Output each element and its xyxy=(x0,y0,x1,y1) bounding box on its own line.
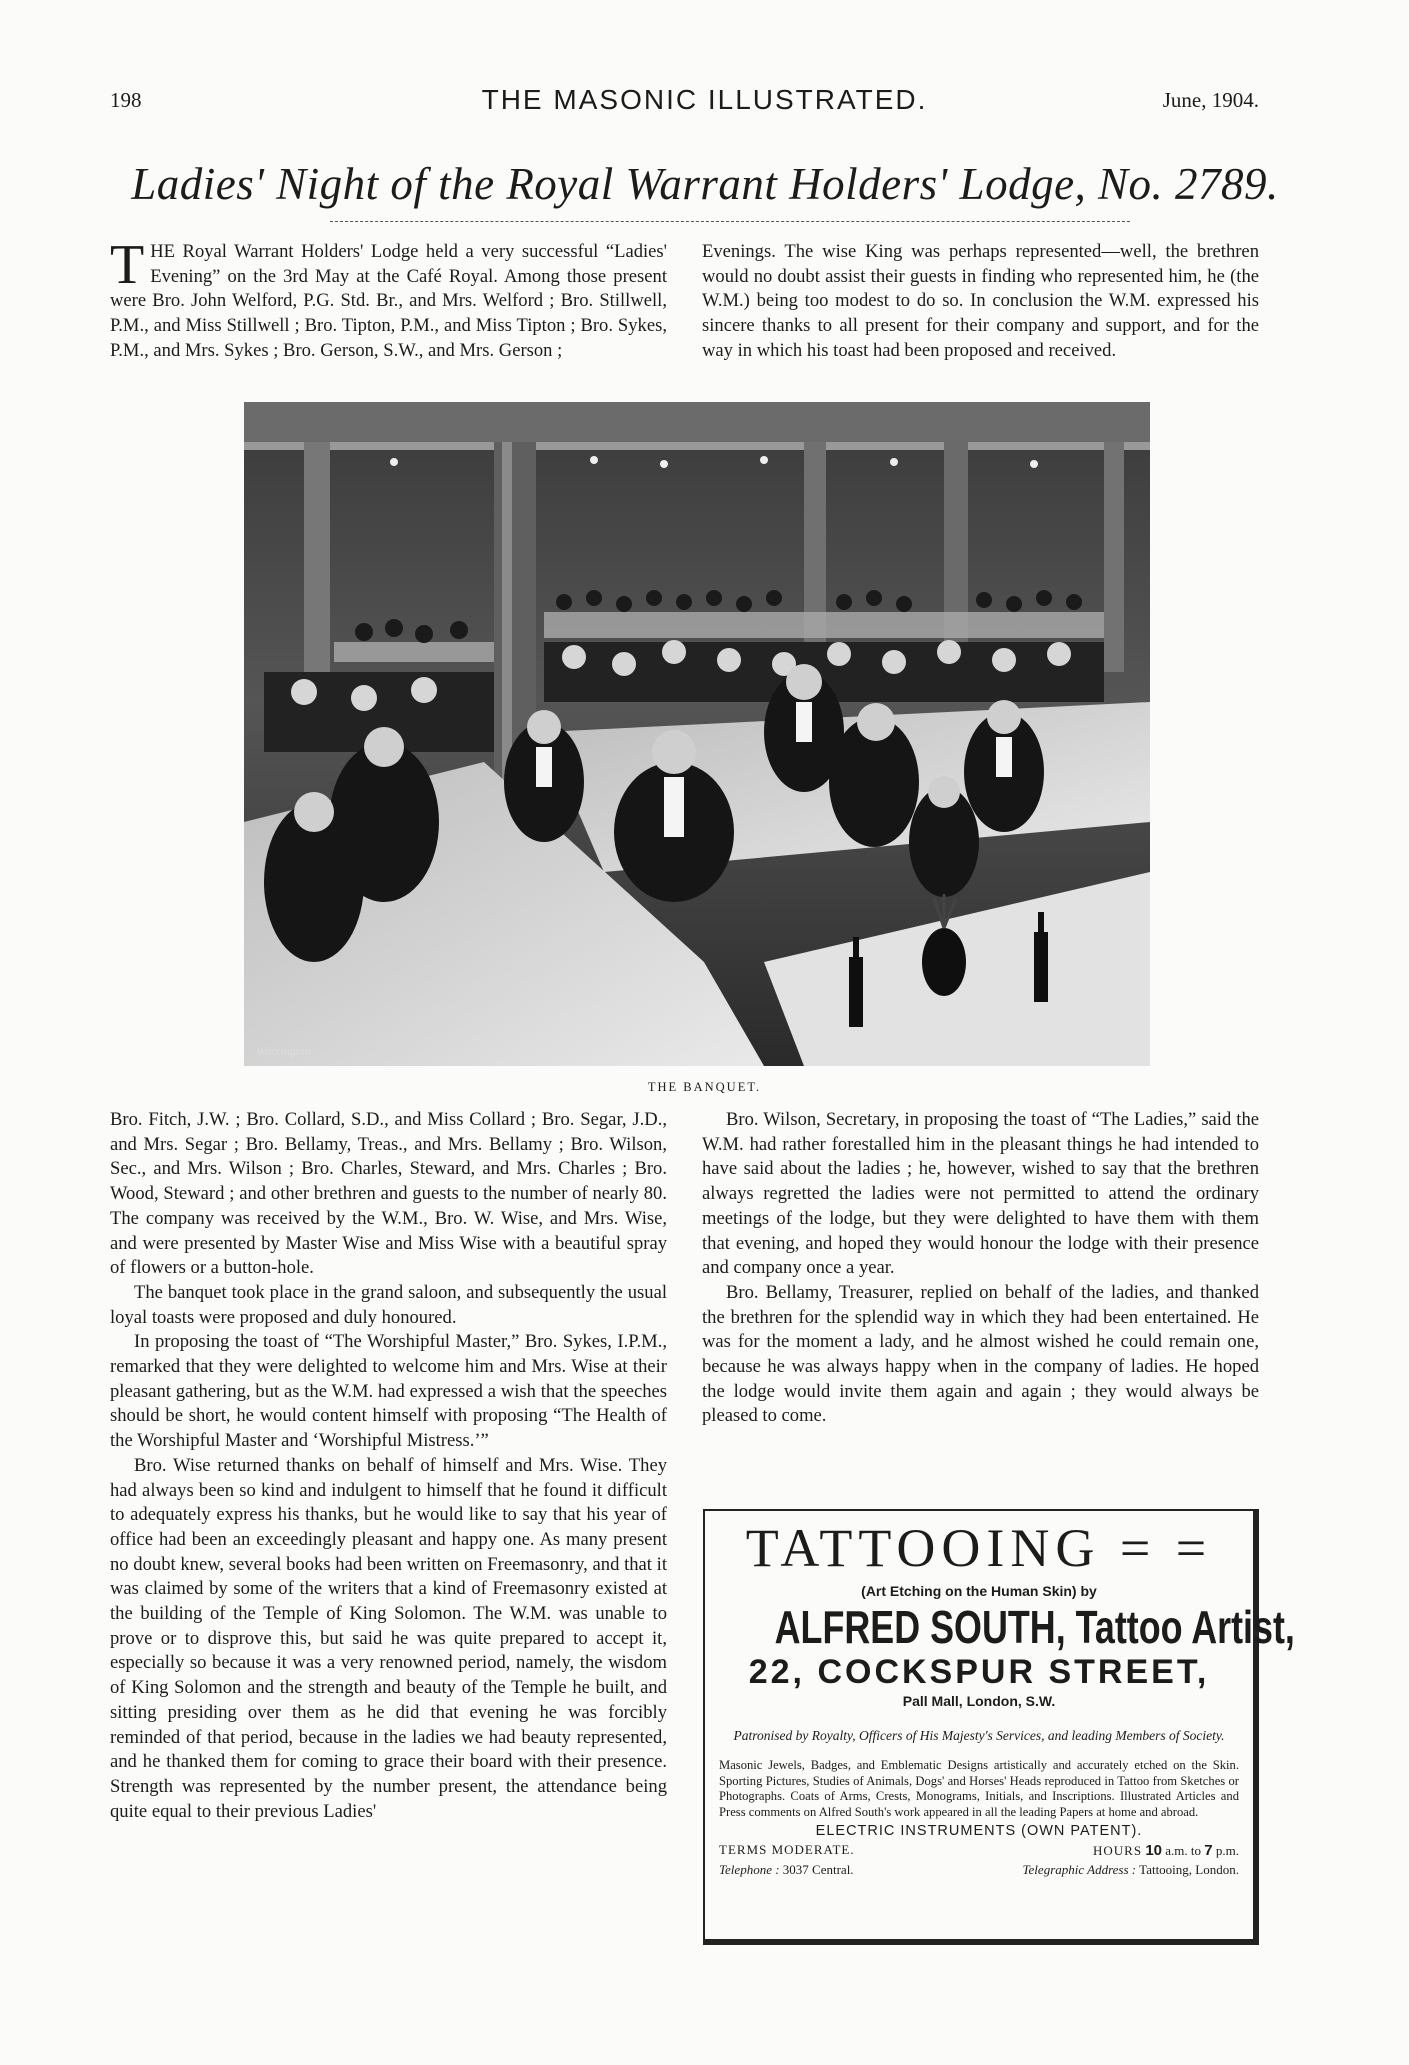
banquet-photograph xyxy=(244,402,1150,1066)
paragraph: In proposing the toast of “The Worshipful Master,” Bro. Sykes, I.P.M., remarked that they were delighted to welcome him and Mrs. Wise at their pleasant gathering, but as the W.M. had expressed a wish that the speeches should be short, he would content himself with proposing “The Health of the Worshipful Master and ‘Worshipful Mistress.’” xyxy=(110,1331,667,1452)
advert-telephone: Telephone : 3037 Central. xyxy=(719,1862,854,1878)
advert-title: TATTOOING = = xyxy=(745,1518,1213,1578)
article-headline: Ladies' Night of the Royal Warrant Holders' Lodge, No. 2789. xyxy=(131,159,1279,209)
lower-left-column xyxy=(110,1108,667,1824)
issue-date: June, 1904. xyxy=(1162,88,1259,112)
magazine-title: THE MASONIC ILLUSTRATED. xyxy=(481,84,928,115)
drop-cap: T xyxy=(110,234,145,296)
photographer-credit: Warrington xyxy=(256,1044,311,1058)
advert-hours: HOURS 10 a.m. to 7 p.m. xyxy=(1093,1842,1239,1860)
headline-rule xyxy=(330,221,1130,223)
intro-right-column xyxy=(702,240,1259,364)
intro-left-column xyxy=(110,234,667,364)
paragraph: Bro. Wilson, Secretary, in proposing the toast of “The Ladies,” said the W.M. had rather forestalled him in the pleasant things he had intended to have said about the ladies ; he, however, wished to say that the brethren always regretted the ladies were not permitted to attend the ordinary meetings of the lodge, but they were delighted to have them with them that evening, and hoped they would honour the lodge with their presence and company once a year. xyxy=(702,1109,1259,1279)
paragraph: Bro. Wise returned thanks on behalf of himself and Mrs. Wise. They had always been so kind and indulgent to himself that he found it difficult to adequately express his thanks, but he would like to say that his year of office had been an exceedingly pleasant and happy one. As many present no doubt knew, several books had been written on Freemasonry, and that it was claimed by some of the writers that a kind of Freemasonry existed at the building of the Temple of King Solomon. The W.M. was unable to prove or to disprove this, but said he was quite prepared to accept it, especially so because it was a very renowned period, namely, the wisdom of King Solomon and the strength and beauty of the Temple he built, and sitting presiding over them as he did that evening he was forcibly reminded of that period, because in the ladies we had beauty represented, and he thanked them for coming to grace their board with their presence. Strength was represented by the number present, the attendance being quite equal to their previous Ladies' xyxy=(110,1454,667,1822)
intro-right-text: Evenings. The wise King was perhaps represented—well, the brethren would no doubt assist their guests in finding who represented him, he (the W.M.) being too modest to do so. In conclusion the W.M. expressed his sincere thanks to all present for their company and support, and for the way in which his toast had been proposed and received. xyxy=(702,241,1259,361)
advert-terms: TERMS MODERATE. xyxy=(719,1842,855,1858)
paragraph: The banquet took place in the grand saloon, and subsequently the usual loyal toasts were proposed and duly honoured. xyxy=(110,1281,667,1328)
advert-contact-row xyxy=(717,1862,1241,1878)
intro-left-text: HE Royal Warrant Holders' Lodge held a very successful “Ladies' Evening” on the 3rd May at the Café Royal. Among those present were Bro. John Welford, P.G. Std. Br., and Mrs. Welford ; Bro. Stillwell, P.M., and Miss Stillwell ; Bro. Tipton, P.M., and Miss Tipton ; Bro. Sykes, P.M., and Mrs. Sykes ; Bro. Gerson, S.W., and Mrs. Gerson ; xyxy=(110,241,667,361)
advert-address: 22, COCKSPUR STREET, xyxy=(748,1653,1210,1691)
paragraph: Bro. Bellamy, Treasurer, replied on behalf of the ladies, and thanked the brethren for the splendid way in which they had been entertained. He was for the moment a lady, and he almost wished he could remain one, because he was always happy when in the company of ladies. He hoped the lodge would invite them again and again ; they would always be pleased to come. xyxy=(702,1281,1259,1427)
advert-body: Masonic Jewels, Badges, and Emblematic Designs artistically and accurately etched on the Skin. Sporting Pictures, Studies of Animals, Dogs' and Horses' Heads reproduced in Tattoo from Sketches or Photographs. Coats of Arms, Crests, Monograms, Initials, and Inscriptions. Illustrated Articles and Press comments on Alfred South's work appeared in all the leading Papers at home and abroad. xyxy=(719,1758,1239,1819)
page-number: 198 xyxy=(110,88,142,112)
photo-caption: THE BANQUET. xyxy=(647,1080,762,1094)
advert-telegraphic: Telegraphic Address : Tattooing, London. xyxy=(1022,1862,1239,1878)
advert-patrons: Patronised by Royalty, Officers of His Majesty's Services, and leading Members of Society. xyxy=(733,1728,1225,1743)
advert-location: Pall Mall, London, S.W. xyxy=(902,1693,1056,1709)
advert-subtitle: (Art Etching on the Human Skin) by xyxy=(861,1583,1097,1599)
tattooing-advertisement xyxy=(703,1509,1295,1945)
lower-right-column xyxy=(702,1108,1259,1429)
banquet-scene xyxy=(244,402,1150,1066)
paragraph: Bro. Fitch, J.W. ; Bro. Collard, S.D., and Miss Collard ; Bro. Segar, J.D., and Mrs. Segar ; Bro. Bellamy, Treas., and Mrs. Bellamy ; Bro. Wilson, Sec., and Mrs. Wilson ; Bro. Charles, Steward, and Mrs. Charles ; Bro. Wood, Steward ; and other brethren and guests to the number of nearly 80. The company was received by the W.M., Bro. W. Wise, and Mrs. Wise, and were presented by Master Wise and Miss Wise with a beautiful spray of flowers or a button-hole. xyxy=(110,1109,667,1279)
advert-terms-row xyxy=(717,1842,1241,1859)
advert-artist: ALFRED SOUTH, Tattoo Artist, xyxy=(774,1601,1295,1653)
advert-electric: ELECTRIC INSTRUMENTS (OWN PATENT). xyxy=(815,1823,1143,1840)
